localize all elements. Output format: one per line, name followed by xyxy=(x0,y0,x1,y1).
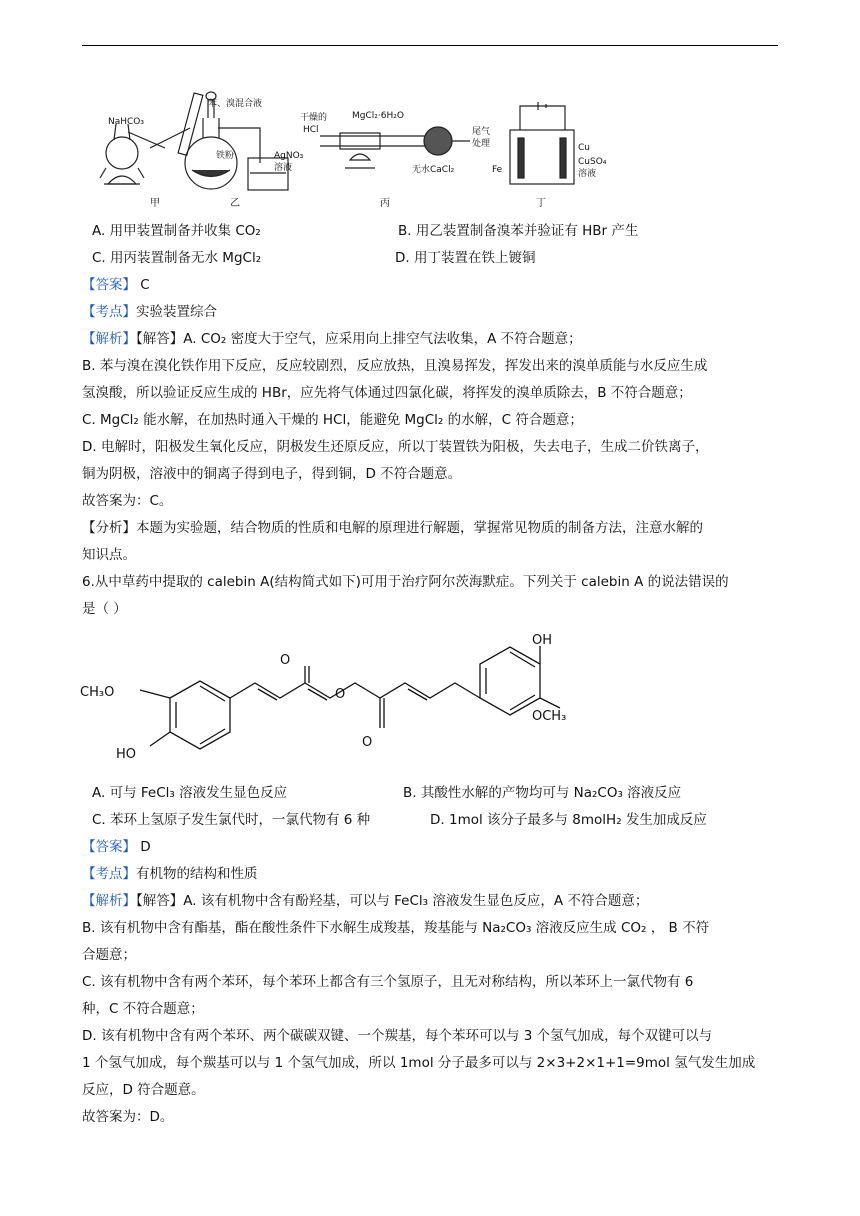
label-cuso4: CuSO₄ xyxy=(578,157,607,167)
q6-analysis-b1: B. 该有机物中含有酯基，酯在酸性条件下水解生成羧基，羧基能与 Na₂CO₃ 溶液反应生成 CO₂ ， B 不符 xyxy=(82,920,710,936)
point-value: 有机物的结构和性质 xyxy=(136,866,258,882)
q5-fenxi-1: 【分析】本题为实验题，结合物质的性质和电解的原理进行解题，掌握常见物质的制备方法，注意水解的 xyxy=(82,520,703,536)
label-nahco3: NaHCO₃ xyxy=(108,117,144,127)
label-iron-powder: 铁粉 xyxy=(216,151,235,161)
label-tail-gas-2: 处理 xyxy=(472,139,491,149)
q5-analysis-d1: D. 电解时，阳极发生氧化反应，阴极发生还原反应，所以丁装置铁为阳极，失去电子，生成二价铁离子， xyxy=(82,439,709,455)
label-oh-right: OH xyxy=(532,633,553,648)
point-tag: 【考点】 xyxy=(82,866,136,882)
q6-analysis-a xyxy=(82,892,782,910)
label-yi: 乙 xyxy=(230,198,240,209)
label-cuso4-solution: 溶液 xyxy=(578,169,597,179)
q6-point xyxy=(82,865,782,883)
q6-answer xyxy=(82,838,782,856)
q5-conclusion: 故答案为：C。 xyxy=(82,493,173,509)
q5-analysis-a xyxy=(82,330,782,348)
label-cu: Cu xyxy=(578,143,590,153)
q6-conclusion: 故答案为：D。 xyxy=(82,1109,174,1125)
point-tag: 【考点】 xyxy=(82,304,136,320)
label-ch3o: CH₃O xyxy=(80,685,115,700)
header-rule xyxy=(82,45,778,46)
q6-analysis-c2: 种，C 不符合题意； xyxy=(82,1001,204,1017)
point-value: 实验装置综合 xyxy=(136,304,217,320)
q5-analysis-d2: 铜为阴极，溶液中的铜离子得到电子，得到铜，D 不符合题意。 xyxy=(82,466,462,482)
apparatus-yi xyxy=(185,92,304,209)
apparatus-bing xyxy=(300,111,490,209)
label-mgcl2-6h2o: MgCl₂·6H₂O xyxy=(352,111,404,121)
label-benzene-mix: 苯、溴混合液 xyxy=(208,99,263,109)
label-dry-hcl-1: 干燥的 xyxy=(300,113,328,123)
answer-value: D xyxy=(136,839,151,855)
answer-tag: 【答案】 xyxy=(82,277,136,293)
analysis-text: 【解答】A. CO₂ 密度大于空气，应采用向上排空气法收集，A 不符合题意； xyxy=(136,331,582,347)
label-bing: 丙 xyxy=(380,198,390,209)
label-o-ester: O xyxy=(335,687,346,702)
label-agno3-solution: 溶液 xyxy=(274,163,293,173)
q5-option-c: C. 用丙装置制备无水 MgCl₂ xyxy=(92,250,262,266)
label-anhydrous-cacl2: 无水CaCl₂ xyxy=(412,165,455,175)
label-ho-left: HO xyxy=(116,747,137,762)
label-o-bottom: O xyxy=(362,735,373,750)
q5-analysis-c1: C. MgCl₂ 能水解，在加热时通入干燥的 HCl，能避免 MgCl₂ 的水解，C 符合题意； xyxy=(82,412,583,428)
label-dry-hcl-2: HCl xyxy=(303,125,319,135)
q6-analysis-c1: C. 该有机物中含有两个苯环，每个苯环上都含有三个氢原子，且无对称结构，所以苯环上一氯代物有 6 xyxy=(82,974,694,990)
q5-option-a: A. 用甲装置制备并收集 CO₂ xyxy=(92,223,261,239)
q5-option-d: D. 用丁装置在铁上镀铜 xyxy=(395,250,536,266)
label-ding: 丁 xyxy=(536,198,546,209)
q6-analysis-d2: 1 个氢气加成，每个羰基可以与 1 个氢气加成，所以 1mol 分子最多可以与 2×3+2×1+1=9mol 氢气发生加成 xyxy=(82,1055,756,1071)
q5-answer xyxy=(82,276,782,294)
q6-analysis-d1: D. 该有机物中含有两个苯环、两个碳碳双键、一个羰基，每个苯环可以与 3 个氢气加成，每个双键可以与 xyxy=(82,1028,713,1044)
label-och3: OCH₃ xyxy=(532,709,567,724)
apparatus-ding xyxy=(492,102,607,209)
analysis-tag: 【解析】 xyxy=(82,331,136,347)
q6-option-a: A. 可与 FeCl₃ 溶液发生显色反应 xyxy=(92,785,288,801)
q5-analysis-b2: 氢溴酸，所以验证反应生成的 HBr，应先将气体通过四氯化碳，将挥发的溴单质除去，B 不符合题意； xyxy=(82,385,692,401)
q6-analysis-d3: 反应，D 符合题意。 xyxy=(82,1082,205,1098)
q6-analysis-b2: 合题意； xyxy=(82,947,136,963)
q5-fenxi-2: 知识点。 xyxy=(82,547,136,563)
q6-stem-2: 是（ ） xyxy=(82,601,127,617)
label-jia: 甲 xyxy=(150,198,160,209)
calebin-a-structure xyxy=(80,628,580,780)
analysis-text: 【解答】A. 该有机物中含有酚羟基，可以与 FeCl₃ 溶液发生显色反应，A 不符合题意； xyxy=(136,893,649,909)
label-tail-gas-1: 尾气 xyxy=(472,127,491,137)
q6-stem-1: 6.从中草药中提取的 calebin A(结构简式如下)可用于治疗阿尔茨海默症。下列关于 calebin A 的说法错误的 xyxy=(82,574,729,590)
label-fe: Fe xyxy=(492,165,503,175)
q5-analysis-b1: B. 苯与溴在溴化铁作用下反应，反应较剧烈，反应放热，且溴易挥发，挥发出来的溴单质能与水反应生成 xyxy=(82,358,708,374)
analysis-tag: 【解析】 xyxy=(82,893,136,909)
label-agno3: AgNO₃ xyxy=(274,151,304,161)
q6-option-c: C. 苯环上氢原子发生氯代时，一氯代物有 6 种 xyxy=(92,812,371,828)
q5-option-b: B. 用乙装置制备溴苯并验证有 HBr 产生 xyxy=(398,223,639,239)
q5-point xyxy=(82,303,782,321)
answer-tag: 【答案】 xyxy=(82,839,136,855)
apparatus-figure xyxy=(90,88,620,217)
answer-value: C xyxy=(136,277,150,293)
q6-option-b: B. 其酸性水解的产物均可与 Na₂CO₃ 溶液反应 xyxy=(403,785,682,801)
q6-option-d: D. 1mol 该分子最多与 8molH₂ 发生加成反应 xyxy=(430,812,707,828)
label-o-top: O xyxy=(280,653,291,668)
